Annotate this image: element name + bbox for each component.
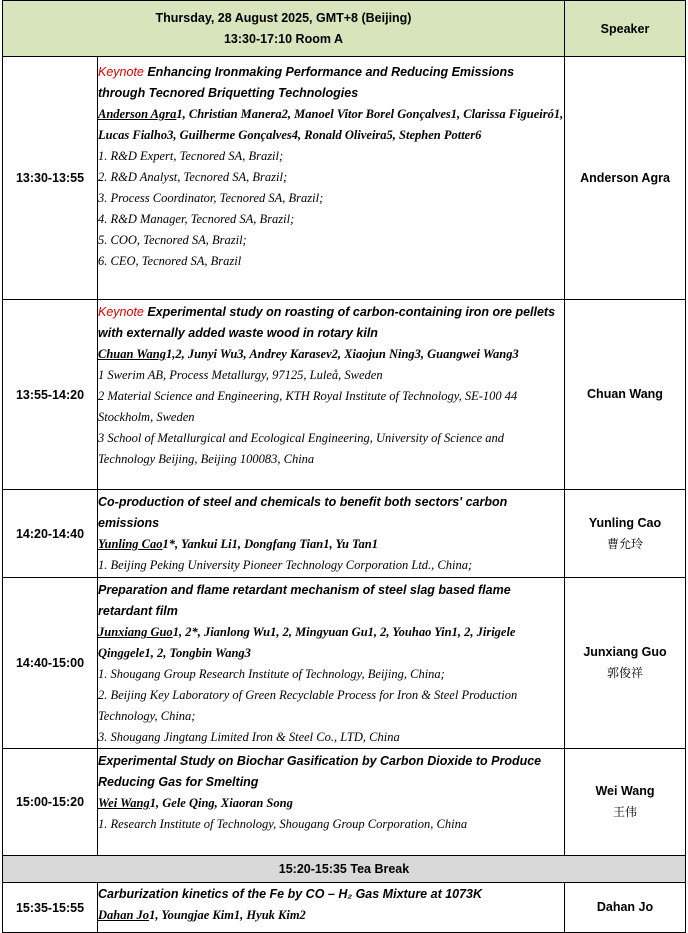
- talk-authors: [98, 905, 564, 926]
- affiliation: 5. COO, Tecnored SA, Brazil;: [98, 233, 247, 247]
- speaker-cell: [565, 883, 686, 933]
- presenter-name: Dahan Jo: [98, 908, 150, 922]
- presenter-name: Chuan Wang: [98, 347, 166, 361]
- talk-time: 15:35-15:55: [3, 883, 98, 933]
- co-authors: 1, Gele Qing, Xiaoran Song: [149, 796, 293, 810]
- talk-row: [3, 490, 686, 578]
- talk-details: [98, 749, 565, 856]
- speaker-cell: [565, 749, 686, 856]
- schedule-table: [2, 0, 686, 933]
- co-authors: 1, Christian Manera2, Manoel Vitor Borel Gonçalves1, Clarissa Figueiró1, Lucas Fialho3, Guilherme Gonçalves4, Ronald Oliveira5, Stephen Potter6: [98, 107, 564, 142]
- affiliation: 4. R&D Manager, Tecnored SA, Brazil;: [98, 212, 295, 226]
- talk-title: [98, 492, 564, 534]
- talk-title-text: Enhancing Ironmaking Performance and Reducing Emissions through Tecnored Briquetting Technologies: [98, 65, 515, 100]
- affiliation: 2 Material Science and Engineering, KTH Royal Institute of Technology, SE-100 44 Stockholm, Sweden: [98, 389, 518, 424]
- co-authors: 1*, Yankui Li1, Dongfang Tian1, Yu Tan1: [162, 537, 378, 551]
- affiliation: 6. CEO, Tecnored SA, Brazil: [98, 254, 242, 268]
- break-row: [3, 856, 686, 883]
- co-authors: 1, Youngjae Kim1, Hyuk Kim2: [149, 908, 306, 922]
- talk-authors: [98, 534, 564, 555]
- speaker-cell: [565, 57, 686, 300]
- talk-time: 14:40-15:00: [3, 578, 98, 749]
- presenter-name: Junxiang Guo: [98, 625, 173, 639]
- talk-time: 13:55-14:20: [3, 300, 98, 490]
- talk-title: [98, 580, 564, 622]
- session-date: Thursday, 28 August 2025, GMT+8 (Beijing): [155, 10, 412, 25]
- talk-time: 13:30-13:55: [3, 57, 98, 300]
- affiliation: 1. Shougang Group Research Institute of Technology, Beijing, China;: [98, 667, 445, 681]
- talk-title: [98, 302, 564, 344]
- co-authors: 1,2, Junyi Wu3, Andrey Karasev2, Xiaojun Ning3, Guangwei Wang3: [165, 347, 519, 361]
- talk-authors: [98, 622, 564, 664]
- affiliation: 3. Process Coordinator, Tecnored SA, Brazil;: [98, 191, 324, 205]
- speaker-cell: [565, 578, 686, 749]
- affiliation: 1. R&D Expert, Tecnored SA, Brazil;: [98, 149, 284, 163]
- speaker-chinese-name: 郭俊祥: [606, 666, 643, 680]
- talk-authors: [98, 793, 564, 814]
- session-header: [3, 1, 565, 57]
- talk-title: [98, 884, 564, 905]
- affiliation: 2. Beijing Key Laboratory of Green Recyclable Process for Iron & Steel Production Technology, China;: [98, 688, 518, 723]
- presenter-name: Anderson Agra: [98, 107, 177, 121]
- speaker-name: Yunling Cao: [588, 515, 662, 530]
- speaker-cell: [565, 490, 686, 578]
- affiliation: 2. R&D Analyst, Tecnored SA, Brazil;: [98, 170, 288, 184]
- talk-row: [3, 57, 686, 300]
- speaker-name: Chuan Wang: [587, 387, 663, 401]
- presenter-name: Yunling Cao: [98, 537, 163, 551]
- talk-title-text: Carburization kinetics of the Fe by CO – H₂ Gas Mixture at 1073K: [98, 887, 483, 901]
- talk-authors: [98, 344, 564, 365]
- tea-break-label: 15:20-15:35 Tea Break: [3, 856, 686, 883]
- affiliation: 3. Shougang Jingtang Limited Iron & Steel Co., LTD, China: [98, 730, 400, 744]
- affiliation: 1 Swerim AB, Process Metallurgy, 97125, Luleå, Sweden: [98, 368, 383, 382]
- talk-details: [98, 578, 565, 749]
- speaker-chinese-name: 曹允玲: [606, 536, 643, 551]
- speaker-cell: [565, 300, 686, 490]
- talk-time: 14:20-14:40: [3, 490, 98, 578]
- speaker-name: Wei Wang: [595, 784, 655, 798]
- session-time-room: 13:30-17:10 Room A: [223, 31, 344, 46]
- speaker-name: Junxiang Guo: [583, 645, 667, 659]
- keynote-label: Keynote: [98, 65, 144, 79]
- talk-title: [98, 751, 564, 793]
- talk-title-text: Experimental Study on Biochar Gasification by Carbon Dioxide to Produce Reducing Gas for Smelting: [98, 754, 542, 789]
- affiliation: 1. Beijing Peking University Pioneer Technology Corporation Ltd., China;: [98, 558, 473, 572]
- talk-title-text: Preparation and flame retardant mechanism of steel slag based flame retardant film: [98, 583, 511, 618]
- presenter-name: Wei Wang: [98, 796, 150, 810]
- talk-details: [98, 883, 565, 933]
- header-row: [3, 1, 686, 57]
- talk-row: [3, 883, 686, 933]
- talk-row: [3, 300, 686, 490]
- talk-title-text: Experimental study on roasting of carbon-containing iron ore pellets with externally added waste wood in rotary kiln: [98, 305, 556, 340]
- talk-details: [98, 300, 565, 490]
- talk-details: [98, 57, 565, 300]
- talk-title-text: Co-production of steel and chemicals to benefit both sectors' carbon emissions: [98, 495, 508, 530]
- keynote-label: Keynote: [98, 305, 144, 319]
- talk-time: 15:00-15:20: [3, 749, 98, 856]
- co-authors: 1, 2*, Jianlong Wu1, 2, Mingyuan Gu1, 2, Youhao Yin1, 2, Jirigele Qinggele1, 2, Tongbin Wang3: [98, 625, 516, 660]
- talk-row: [3, 749, 686, 856]
- talk-row: [3, 578, 686, 749]
- speaker-chinese-name: 王伟: [612, 805, 637, 819]
- affiliation: 1. Research Institute of Technology, Shougang Group Corporation, China: [98, 817, 468, 831]
- talk-title: [98, 62, 564, 104]
- speaker-column-header: Speaker: [565, 1, 686, 57]
- speaker-name: Anderson Agra: [580, 170, 670, 185]
- talk-authors: [98, 104, 564, 146]
- talk-details: [98, 490, 565, 578]
- affiliation: 3 School of Metallurgical and Ecological Engineering, University of Science and Technology Beijing, Beijing 100083, China: [98, 431, 505, 466]
- speaker-name: Dahan Jo: [596, 900, 654, 914]
